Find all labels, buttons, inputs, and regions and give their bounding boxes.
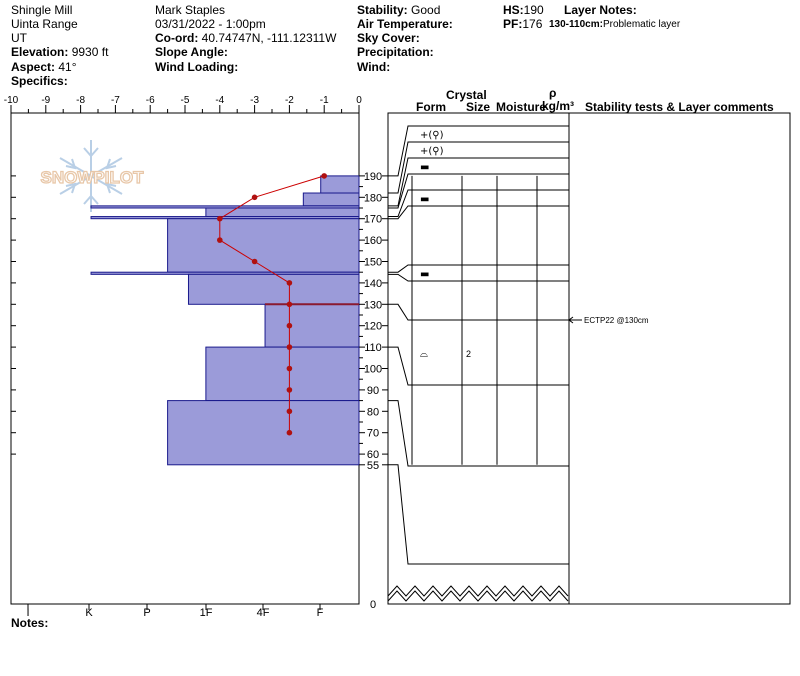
temp-tick-label: -2 <box>284 95 294 106</box>
stability-label: Stability: <box>357 3 408 17</box>
crystal-form-symbol: ⌓ <box>420 349 428 360</box>
hardness-layer <box>206 347 359 401</box>
layer-connector <box>388 401 412 466</box>
height-tick-label: 60 <box>366 449 380 462</box>
temperature-point <box>252 195 258 201</box>
stability-test-label: ECTP22 @130cm <box>584 316 649 325</box>
temperature-point <box>287 430 293 436</box>
pf-value: 176 <box>522 17 543 31</box>
crystal-form-symbol: ▬ <box>420 162 430 173</box>
precipitation-label: Precipitation: <box>357 45 434 59</box>
size-header: Size <box>466 100 491 114</box>
temperature-point <box>287 302 293 308</box>
temperature-point <box>287 409 293 415</box>
temperature-point <box>287 366 293 372</box>
crystal-form-symbol: +(⚲) <box>420 130 444 141</box>
temp-tick-label: -5 <box>180 95 190 106</box>
temperature-point <box>287 387 293 393</box>
layer-connector <box>388 174 412 208</box>
height-tick-label: 160 <box>363 235 383 248</box>
height-tick-label: 180 <box>363 192 383 205</box>
aspect-label: Aspect: <box>11 60 56 74</box>
hardness-tick-label: I <box>26 607 30 619</box>
aspect-value: 41° <box>58 60 77 74</box>
observer-name: Mark Staples <box>155 3 226 17</box>
range-name: Uinta Range <box>11 17 78 31</box>
layer-connector <box>388 465 412 564</box>
height-tick-label: 80 <box>366 406 380 419</box>
form-header: Form <box>416 100 446 114</box>
hs-value: 190 <box>523 3 544 17</box>
layer-connector <box>388 126 412 176</box>
wind-loading-label: Wind Loading: <box>155 60 239 74</box>
temp-tick-label: -6 <box>145 95 155 106</box>
hardness-tick-label: 4F <box>256 607 270 619</box>
height-tick-label: 140 <box>363 277 383 290</box>
height-tick-label: 150 <box>363 256 383 269</box>
temperature-point <box>287 344 293 350</box>
temperature-point <box>252 259 258 265</box>
hardness-layer <box>303 193 359 206</box>
hardness-layer <box>265 304 359 347</box>
moisture-header: Moisture <box>496 100 547 114</box>
hardness-layer <box>168 219 359 273</box>
hardness-tick-label: 1F <box>199 607 213 619</box>
slope-angle-label: Slope Angle: <box>155 45 228 59</box>
wind-label: Wind: <box>357 60 391 74</box>
layer-connector <box>388 274 412 281</box>
hardness-layer <box>188 274 359 304</box>
height-tick-label: 190 <box>363 170 383 183</box>
temp-tick-label: -9 <box>41 95 51 106</box>
notes-label: Notes: <box>11 616 49 630</box>
location-name: Shingle Mill <box>11 3 73 17</box>
temp-tick-label: -4 <box>215 95 225 106</box>
elevation-value: 9930 ft <box>71 45 109 59</box>
snowpilot-logo <box>41 140 145 212</box>
height-tick-label: 90 <box>366 384 380 397</box>
coord-label: Co-ord: <box>155 31 199 45</box>
temperature-point <box>321 173 327 179</box>
temp-tick-label: -8 <box>76 95 86 106</box>
temp-tick-label: -7 <box>110 95 120 106</box>
temp-tick-label: -1 <box>319 95 329 106</box>
pf-label: PF: <box>503 17 523 31</box>
crystal-form-symbol: ▬ <box>420 194 430 205</box>
height-tick-label: 110 <box>364 342 382 355</box>
air-temperature-label: Air Temperature: <box>357 17 453 31</box>
crystal-header: Crystal <box>446 88 487 102</box>
state-name: UT <box>11 31 27 45</box>
hardness-layer <box>168 401 359 465</box>
crystal-size: 2 <box>466 349 472 359</box>
height-tick-label: 70 <box>366 427 380 440</box>
temperature-point <box>217 237 223 243</box>
height-tick-label: 170 <box>363 213 383 226</box>
coord-value: 40.74747N, -111.12311W <box>201 31 337 45</box>
hardness-tick-label: P <box>143 607 151 619</box>
layer-notes-label: Layer Notes: <box>564 3 637 17</box>
density-unit: kg/m³ <box>542 99 575 113</box>
layer-connector <box>388 304 412 320</box>
height-tick-label: 100 <box>363 363 383 376</box>
comments-header: Stability tests & Layer comments <box>585 100 774 114</box>
hardness-layer <box>206 208 359 217</box>
layer-connector <box>388 347 412 385</box>
height-tick-label: 120 <box>363 320 383 333</box>
crystal-form-symbol: +(⚲) <box>420 146 444 157</box>
temperature-point <box>217 216 223 222</box>
crystal-form-symbol: ▬ <box>420 269 430 280</box>
logo-text: SNOWPILOT <box>40 168 144 187</box>
layer-connector <box>388 265 412 272</box>
sky-cover-label: Sky Cover: <box>357 31 420 45</box>
temperature-point <box>287 323 293 329</box>
height-tick-label: 130 <box>363 299 383 312</box>
height-tick-label: 55 <box>366 459 380 472</box>
specifics-label: Specifics: <box>11 74 68 88</box>
stability-value: Good <box>411 3 441 17</box>
date-time: 03/31/2022 - 1:00pm <box>155 17 266 31</box>
temp-tick-label: -10 <box>3 95 19 106</box>
hs-label: HS: <box>503 3 524 17</box>
temp-tick-label: 0 <box>356 95 362 106</box>
layer-table-frame <box>388 113 790 604</box>
density-symbol: ρ <box>549 86 557 100</box>
elevation-label: Elevation: <box>11 45 69 59</box>
layer-note-text: Problematic layer <box>602 19 681 30</box>
layer-note-range: 130-110cm: <box>549 19 603 30</box>
temp-tick-label: -3 <box>250 95 260 106</box>
hardness-layer <box>321 176 359 193</box>
height-tick-label: 0 <box>369 599 377 611</box>
hardness-tick-label: K <box>85 607 93 619</box>
hardness-tick-label: F <box>316 607 324 619</box>
temperature-point <box>287 280 293 286</box>
